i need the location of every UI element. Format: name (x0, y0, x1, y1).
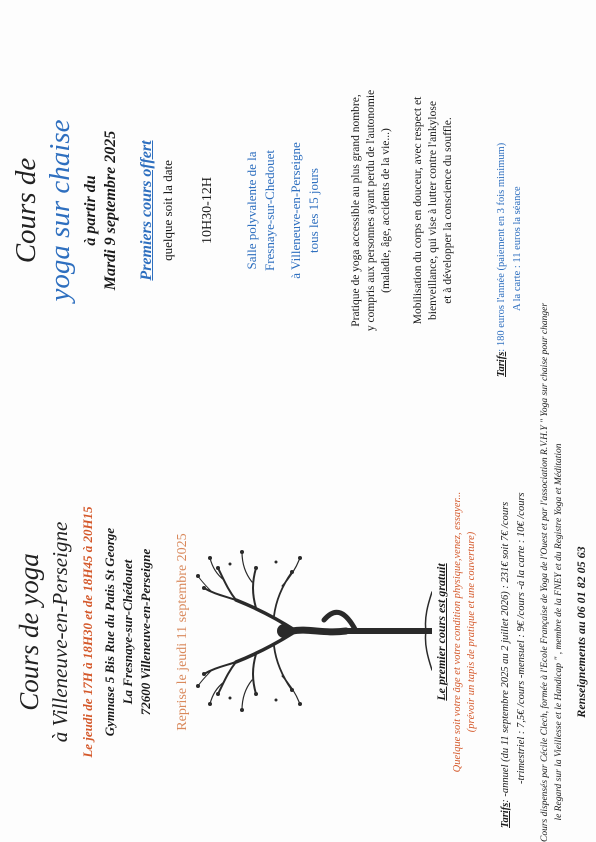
chair-tarifs-line-1 (496, 143, 507, 377)
instructor-info-2: le Regard sur la Vieillesse et le Handicap " , membre de la FNEY et du Registre Yoga et Méditation (554, 443, 564, 821)
course-location: à Villeneuve-en-Perseigne (48, 521, 72, 743)
all-ages-note: Quelque soit votre âge et votre condition physique,venez, essayer... (452, 491, 463, 773)
reprise-date: Reprise le jeudi 11 septembre 2025 (175, 533, 190, 731)
fold-divider (0, 421, 596, 422)
address-line-3: 72600 Villeneuve-en-Perseigne (138, 548, 153, 716)
contact-phone: Renseignements au 06 01 82 05 63 (574, 546, 588, 718)
free-offer: Premiers cours offert (138, 140, 155, 281)
description-1-line-1: Pratique de yoga accessible au plus grand nombre, (350, 94, 362, 327)
left-panel (0, 302, 596, 842)
free-first-course: Le premier cours est gratuit (434, 563, 448, 701)
chair-tarifs-annual: : 180 euros l'année (paiement en 3 fois minimum) (496, 142, 507, 352)
tarifs-label: Tarifs (500, 802, 511, 828)
description-2-line-2: bienveillance, qui vise à lutter contre l'ankylose (427, 101, 439, 320)
chair-tarifs-line-2: A la carte : 11 euros la séance (512, 186, 523, 311)
yoga-course-title: Cours de yoga (14, 553, 44, 711)
yoga-tree-icon (196, 538, 432, 724)
address-line-1: Gymnase 5 Bis Rue du Patis St George (102, 527, 117, 737)
description-2-line-3: et à développer la conscience du souffle. (442, 117, 454, 304)
tarifs-annual: : -annuel (du 11 septembre 2025 au 2 juillet 2026) : 231€ soit 7€ /cours (500, 501, 511, 803)
tarifs-line-1 (500, 502, 511, 828)
chair-tarifs-label: Tarifs (496, 351, 507, 377)
tarifs-line-2: -trimestriel : 7,5€ /cours -mensuel : 9€ /cours -à la carte : 10€ /cours (516, 492, 527, 784)
description-1-line-2: y compris aux personnes ayant perdu de l'autonomie (365, 89, 377, 332)
equipment-note: (prévoir un tapis de pratique et une couverture) (466, 531, 477, 733)
start-label: à partir du (82, 175, 99, 246)
venue-line-3: à Villeneuve-en-Perseigne (288, 142, 303, 279)
venue-line-1: Salle polyvalente de la (244, 151, 259, 270)
venue-line-2: Fresnaye-sur-Chedouet (262, 149, 277, 272)
instructor-info-1: Cours dispensés par Cécile Clech, formée à l'Ecole Française de Yoga de l'Ouest et par l'association R.V.H.Y " Yoga sur chaise pour changer (540, 302, 550, 842)
course-time: 10H30-12H (200, 177, 215, 244)
address-line-2: La Fresnaye-sur-Chédouet (120, 559, 135, 705)
description-1-line-3: (maladie, âge, accidents de la vie...) (380, 128, 392, 293)
yoga-tree-illustration (196, 538, 432, 724)
chair-yoga-title-2: yoga sur chaise (44, 119, 76, 302)
start-date: Mardi 9 septembre 2025 (102, 130, 119, 291)
description-2-line-1: Mobilisation du corps en douceur, avec respect et (412, 96, 424, 325)
course-schedule: Le jeudi de 17H à 18H30 et de 18H45 à 20H15 (80, 506, 95, 758)
venue-frequency: tous les 15 jours (306, 168, 321, 253)
chair-yoga-title-1: Cours de (10, 157, 42, 264)
free-offer-sub: quelque soit la date (160, 160, 175, 261)
